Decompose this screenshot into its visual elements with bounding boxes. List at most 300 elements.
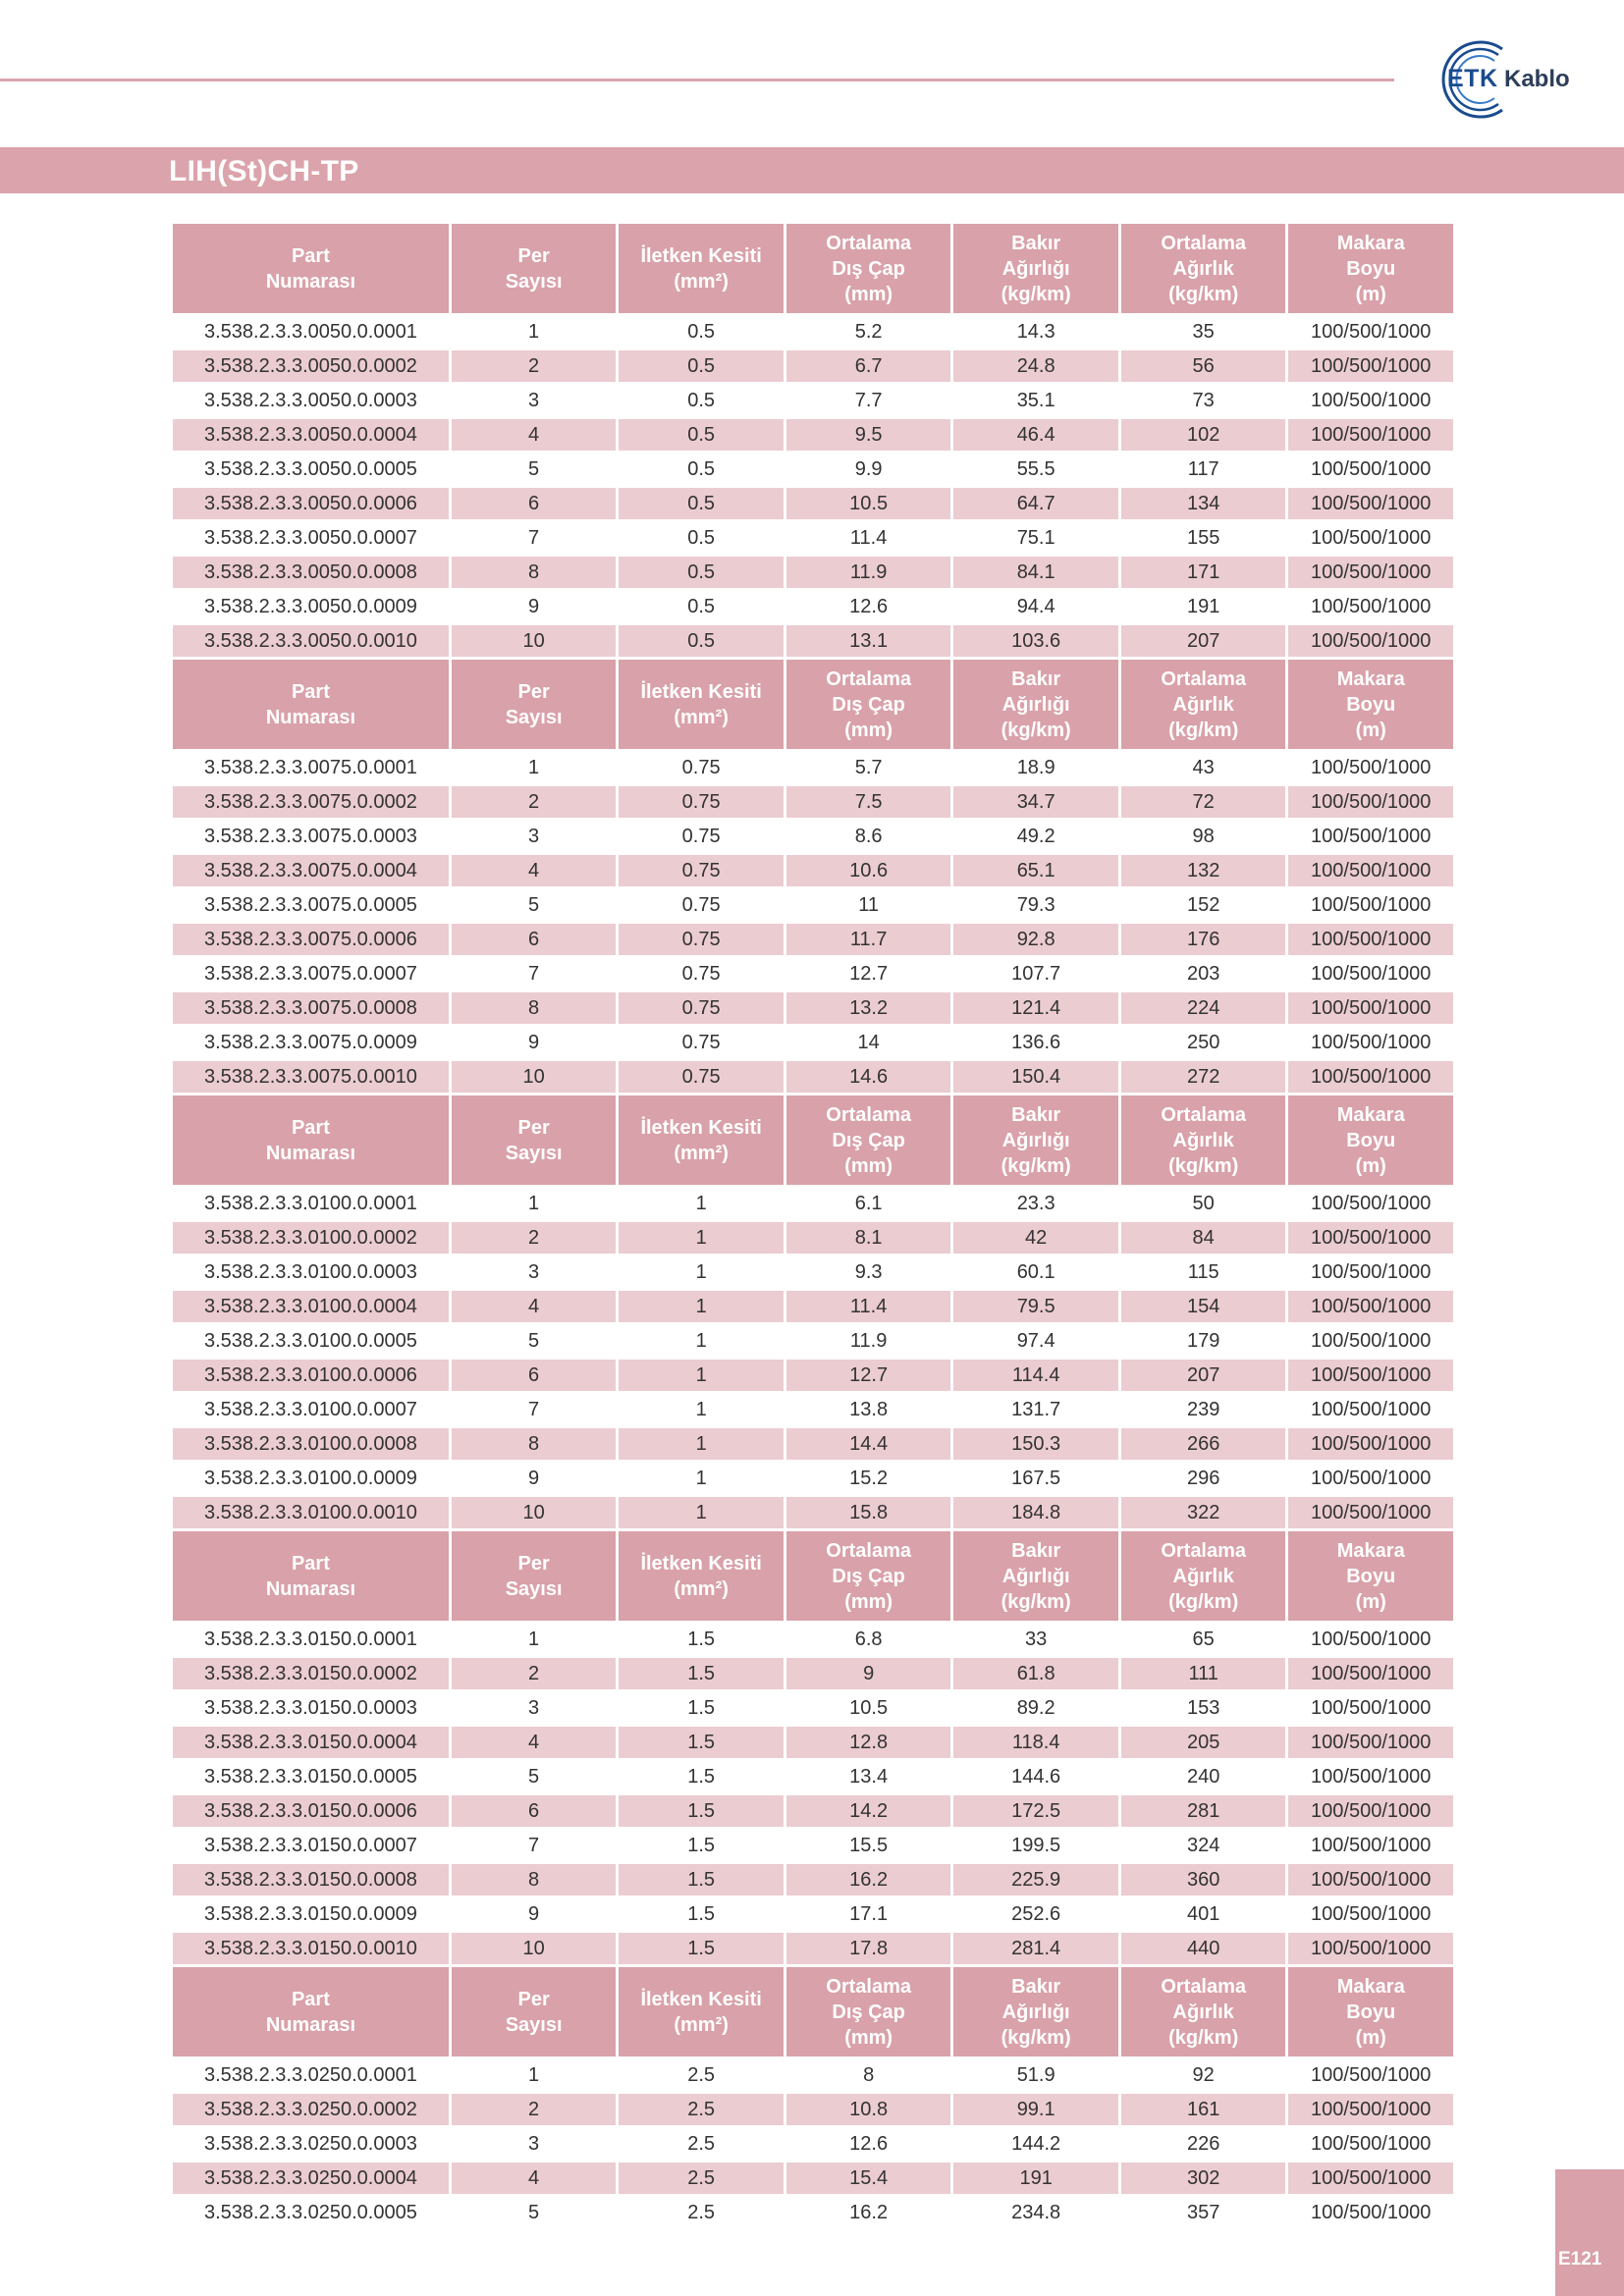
cell-copper-weight: 64.7 [953,488,1118,519]
header-line: (kg/km) [1168,719,1239,741]
cell-conductor-section: 1.5 [619,1624,784,1655]
header-line: Makara [1336,667,1405,690]
cell-part-number: 3.538.2.3.3.0100.0.0008 [173,1428,449,1460]
header-conductor-section [619,1967,784,2056]
header-line: Numarası [265,1577,355,1600]
cell-outer-diameter: 9.3 [786,1256,951,1288]
cell-copper-weight: 65.1 [953,855,1118,886]
table-row [173,821,1453,852]
cell-outer-diameter: 11.4 [786,522,951,554]
table-row [173,1360,1453,1391]
cell-average-weight: 191 [1121,591,1286,622]
cell-pair-count: 1 [452,1624,617,1655]
cell-part-number: 3.538.2.3.3.0250.0.0005 [173,2197,449,2228]
cell-copper-weight: 167.5 [953,1463,1118,1494]
cell-average-weight: 132 [1121,855,1286,886]
cell-reel-length: 100/500/1000 [1288,591,1453,622]
cell-pair-count: 8 [452,1428,617,1460]
cell-copper-weight: 199.5 [953,1830,1118,1861]
header-copper-weight [953,1095,1118,1185]
cell-average-weight: 72 [1121,786,1286,818]
header-line: Per [517,1988,550,2010]
header-line: Dış Çap [832,1565,905,1587]
table-row [173,1692,1453,1724]
spec-table-body [173,224,1453,2228]
header-line: Dış Çap [832,2001,905,2023]
page-title: LIH(St)CH-TP [169,155,359,187]
cell-outer-diameter: 16.2 [786,1864,951,1896]
cell-copper-weight: 46.4 [953,419,1118,451]
cell-pair-count: 1 [452,2059,617,2091]
cell-conductor-section: 0.75 [619,1027,784,1058]
cell-copper-weight: 61.8 [953,1658,1118,1689]
cell-average-weight: 203 [1121,958,1286,989]
cell-outer-diameter: 12.7 [786,1360,951,1391]
cell-reel-length: 100/500/1000 [1288,2163,1453,2194]
cell-outer-diameter: 9 [786,1658,951,1689]
cell-conductor-section: 1 [619,1222,784,1254]
cell-reel-length: 100/500/1000 [1288,2059,1453,2091]
header-line: Boyu [1346,1565,1396,1587]
header-line: Ağırlığı [1001,2001,1070,2023]
header-line: (mm²) [674,1577,729,1600]
cell-copper-weight: 234.8 [953,2197,1118,2228]
cell-reel-length: 100/500/1000 [1288,522,1453,554]
header-line: (kg/km) [1168,1590,1239,1613]
cell-outer-diameter: 11.7 [786,924,951,955]
cell-part-number: 3.538.2.3.3.0050.0.0010 [173,625,449,657]
table-row [173,2094,1453,2125]
cell-conductor-section: 2.5 [619,2128,784,2160]
cell-pair-count: 10 [452,1497,617,1528]
header-line: Sayısı [505,2013,563,2036]
table-row [173,625,1453,657]
cell-conductor-section: 0.5 [619,488,784,519]
cell-outer-diameter: 9.5 [786,419,951,451]
cell-part-number: 3.538.2.3.3.0100.0.0006 [173,1360,449,1391]
header-conductor-section [619,224,784,313]
table-row [173,2059,1453,2091]
cell-pair-count: 9 [452,1027,617,1058]
cell-outer-diameter: 14.4 [786,1428,951,1460]
cell-part-number: 3.538.2.3.3.0150.0.0004 [173,1727,449,1758]
cell-reel-length: 100/500/1000 [1288,2197,1453,2228]
header-line: Part [291,1116,330,1139]
header-average-weight [1121,660,1286,749]
cell-average-weight: 322 [1121,1497,1286,1528]
cell-average-weight: 226 [1121,2128,1286,2160]
header-outer-diameter [786,1967,951,2056]
cell-outer-diameter: 11.9 [786,557,951,588]
table-row [173,1933,1453,1964]
cell-average-weight: 205 [1121,1727,1286,1758]
cell-part-number: 3.538.2.3.3.0075.0.0004 [173,855,449,886]
cell-reel-length: 100/500/1000 [1288,2094,1453,2125]
cell-conductor-section: 1 [619,1256,784,1288]
cell-reel-length: 100/500/1000 [1288,1027,1453,1058]
table-row [173,752,1453,783]
header-line: (mm) [844,719,893,741]
cell-pair-count: 7 [452,958,617,989]
cell-copper-weight: 114.4 [953,1360,1118,1391]
header-line: Bakır [1011,232,1061,254]
cell-conductor-section: 0.5 [619,591,784,622]
cell-reel-length: 100/500/1000 [1288,1933,1453,1964]
cell-average-weight: 239 [1121,1394,1286,1425]
cell-conductor-section: 0.5 [619,454,784,485]
header-line: Ortalama [826,1103,911,1126]
cell-conductor-section: 1 [619,1188,784,1219]
cell-part-number: 3.538.2.3.3.0150.0.0001 [173,1624,449,1655]
cell-reel-length: 100/500/1000 [1288,1692,1453,1724]
cell-pair-count: 5 [452,1761,617,1792]
header-line: (kg/km) [1001,283,1071,305]
cell-outer-diameter: 6.7 [786,350,951,382]
cell-outer-diameter: 9.9 [786,454,951,485]
cell-reel-length: 100/500/1000 [1288,1624,1453,1655]
header-line: Dış Çap [832,1129,905,1151]
cell-average-weight: 357 [1121,2197,1286,2228]
table-row [173,454,1453,485]
header-outer-diameter [786,1095,951,1185]
header-line: Ağırlık [1172,693,1234,716]
cell-reel-length: 100/500/1000 [1288,1761,1453,1792]
cell-copper-weight: 144.2 [953,2128,1118,2160]
header-line: Part [291,1988,330,2010]
cell-part-number: 3.538.2.3.3.0075.0.0007 [173,958,449,989]
cell-outer-diameter: 10.6 [786,855,951,886]
header-copper-weight [953,1967,1118,2056]
header-pair-count [452,660,617,749]
table-row [173,1658,1453,1689]
header-line: Makara [1336,1975,1405,1998]
cell-copper-weight: 184.8 [953,1497,1118,1528]
cell-conductor-section: 2.5 [619,2163,784,2194]
cell-pair-count: 3 [452,1692,617,1724]
cell-reel-length: 100/500/1000 [1288,889,1453,921]
cell-reel-length: 100/500/1000 [1288,1394,1453,1425]
header-line: (mm) [844,1590,893,1613]
header-line: Bakır [1011,1539,1061,1562]
table-row [173,316,1453,347]
cell-outer-diameter: 5.2 [786,316,951,347]
table-row [173,1027,1453,1058]
header-copper-weight [953,224,1118,313]
cell-outer-diameter: 17.8 [786,1933,951,1964]
header-line: (kg/km) [1001,2026,1071,2049]
cell-conductor-section: 1.5 [619,1761,784,1792]
cell-conductor-section: 1 [619,1360,784,1391]
cell-part-number: 3.538.2.3.3.0150.0.0006 [173,1795,449,1827]
cell-copper-weight: 92.8 [953,924,1118,955]
table-row [173,1727,1453,1758]
header-line: Sayısı [505,270,563,293]
cell-reel-length: 100/500/1000 [1288,1658,1453,1689]
cell-part-number: 3.538.2.3.3.0075.0.0006 [173,924,449,955]
cell-pair-count: 1 [452,1188,617,1219]
table-row [173,1394,1453,1425]
cell-copper-weight: 79.5 [953,1291,1118,1322]
cell-copper-weight: 55.5 [953,454,1118,485]
cell-pair-count: 7 [452,1830,617,1861]
cell-pair-count: 3 [452,1256,617,1288]
cell-conductor-section: 1 [619,1291,784,1322]
cell-average-weight: 98 [1121,821,1286,852]
header-line: Bakır [1011,667,1061,690]
cell-pair-count: 2 [452,350,617,382]
cell-pair-count: 6 [452,924,617,955]
cell-conductor-section: 0.75 [619,1061,784,1093]
cell-average-weight: 250 [1121,1027,1286,1058]
header-conductor-section [619,660,784,749]
header-line: Per [517,1552,550,1575]
table-row [173,1061,1453,1093]
header-outer-diameter [786,224,951,313]
cell-average-weight: 65 [1121,1624,1286,1655]
header-line: Ortalama [826,1539,911,1562]
cell-part-number: 3.538.2.3.3.0075.0.0002 [173,786,449,818]
cell-part-number: 3.538.2.3.3.0150.0.0005 [173,1761,449,1792]
header-conductor-section [619,1531,784,1621]
header-line: İletken Kesiti [640,244,762,267]
header-line: Numarası [265,2013,355,2036]
cell-part-number: 3.538.2.3.3.0150.0.0009 [173,1898,449,1930]
header-line: (mm²) [674,2013,729,2036]
cell-outer-diameter: 5.7 [786,752,951,783]
cell-pair-count: 9 [452,591,617,622]
cell-pair-count: 7 [452,1394,617,1425]
cell-part-number: 3.538.2.3.3.0075.0.0008 [173,992,449,1024]
header-line: (mm²) [674,706,729,728]
etk-kablo-logo [1420,35,1577,124]
cell-average-weight: 324 [1121,1830,1286,1861]
cell-pair-count: 10 [452,625,617,657]
cell-conductor-section: 1.5 [619,1864,784,1896]
cell-conductor-section: 0.75 [619,924,784,955]
cell-pair-count: 2 [452,1658,617,1689]
cell-outer-diameter: 15.8 [786,1497,951,1528]
table-row [173,1463,1453,1494]
header-line: Boyu [1346,693,1396,716]
cell-average-weight: 84 [1121,1222,1286,1254]
cell-conductor-section: 1 [619,1463,784,1494]
table-row [173,855,1453,886]
cell-copper-weight: 42 [953,1222,1118,1254]
cell-part-number: 3.538.2.3.3.0100.0.0002 [173,1222,449,1254]
header-line: Ağırlık [1172,2001,1234,2023]
cell-outer-diameter: 7.7 [786,385,951,416]
header-line: Ağırlığı [1001,1129,1070,1151]
header-reel-length [1288,660,1453,749]
cell-outer-diameter: 12.6 [786,591,951,622]
header-copper-weight [953,660,1118,749]
cell-copper-weight: 14.3 [953,316,1118,347]
cell-pair-count: 3 [452,821,617,852]
cell-outer-diameter: 12.7 [786,958,951,989]
cell-average-weight: 179 [1121,1325,1286,1357]
table-row [173,1291,1453,1322]
cell-reel-length: 100/500/1000 [1288,1497,1453,1528]
cell-reel-length: 100/500/1000 [1288,958,1453,989]
cell-reel-length: 100/500/1000 [1288,2128,1453,2160]
cell-copper-weight: 172.5 [953,1795,1118,1827]
cell-reel-length: 100/500/1000 [1288,821,1453,852]
cell-reel-length: 100/500/1000 [1288,1222,1453,1254]
cell-conductor-section: 1.5 [619,1933,784,1964]
header-line: (kg/km) [1168,283,1239,305]
cell-pair-count: 4 [452,1727,617,1758]
header-line: Sayısı [505,706,563,728]
table-row [173,2197,1453,2228]
table-row [173,889,1453,921]
cell-outer-diameter: 7.5 [786,786,951,818]
cell-part-number: 3.538.2.3.3.0075.0.0009 [173,1027,449,1058]
cell-copper-weight: 94.4 [953,591,1118,622]
header-pair-count [452,1095,617,1185]
cell-reel-length: 100/500/1000 [1288,855,1453,886]
header-line: Part [291,244,330,267]
cell-conductor-section: 0.5 [619,350,784,382]
header-line: Ortalama [1161,1539,1247,1562]
cell-part-number: 3.538.2.3.3.0150.0.0010 [173,1933,449,1964]
cell-average-weight: 224 [1121,992,1286,1024]
cell-average-weight: 240 [1121,1761,1286,1792]
cell-conductor-section: 1 [619,1394,784,1425]
cell-conductor-section: 0.75 [619,786,784,818]
table-row [173,786,1453,818]
cell-average-weight: 111 [1121,1658,1286,1689]
cell-copper-weight: 34.7 [953,786,1118,818]
cell-outer-diameter: 8 [786,2059,951,2091]
header-line: Boyu [1346,257,1396,280]
table-row [173,1898,1453,1930]
header-reel-length [1288,1095,1453,1185]
cell-reel-length: 100/500/1000 [1288,1188,1453,1219]
cell-average-weight: 401 [1121,1898,1286,1930]
cell-copper-weight: 121.4 [953,992,1118,1024]
cell-outer-diameter: 12.6 [786,2128,951,2160]
header-part-number [173,1095,449,1185]
cell-conductor-section: 1 [619,1428,784,1460]
header-rule [0,79,1394,81]
cell-part-number: 3.538.2.3.3.0050.0.0005 [173,454,449,485]
cell-outer-diameter: 13.4 [786,1761,951,1792]
cell-average-weight: 296 [1121,1463,1286,1494]
cell-conductor-section: 0.75 [619,821,784,852]
cell-average-weight: 117 [1121,454,1286,485]
cell-average-weight: 440 [1121,1933,1286,1964]
cell-copper-weight: 49.2 [953,821,1118,852]
cell-pair-count: 2 [452,786,617,818]
cell-outer-diameter: 8.6 [786,821,951,852]
cell-conductor-section: 0.75 [619,855,784,886]
cell-part-number: 3.538.2.3.3.0075.0.0001 [173,752,449,783]
cell-reel-length: 100/500/1000 [1288,1830,1453,1861]
table-row [173,1428,1453,1460]
table-row [173,992,1453,1024]
cell-average-weight: 134 [1121,488,1286,519]
cell-copper-weight: 131.7 [953,1394,1118,1425]
header-part-number [173,1967,449,2056]
cell-average-weight: 272 [1121,1061,1286,1093]
table-row [173,1188,1453,1219]
cell-part-number: 3.538.2.3.3.0050.0.0007 [173,522,449,554]
cell-copper-weight: 225.9 [953,1864,1118,1896]
logo-etk-text: ETK [1447,65,1498,92]
cell-reel-length: 100/500/1000 [1288,1256,1453,1288]
cell-reel-length: 100/500/1000 [1288,1795,1453,1827]
header-line: (mm²) [674,270,729,293]
cell-part-number: 3.538.2.3.3.0075.0.0003 [173,821,449,852]
header-line: (mm²) [674,1142,729,1164]
table-row [173,958,1453,989]
header-line: (kg/km) [1001,719,1071,741]
cell-part-number: 3.538.2.3.3.0050.0.0003 [173,385,449,416]
table-row [173,557,1453,588]
table-row [173,1497,1453,1528]
cell-average-weight: 266 [1121,1428,1286,1460]
header-line: İletken Kesiti [640,680,762,703]
cell-pair-count: 4 [452,419,617,451]
cell-outer-diameter: 11.9 [786,1325,951,1357]
cell-conductor-section: 2.5 [619,2094,784,2125]
cell-part-number: 3.538.2.3.3.0050.0.0001 [173,316,449,347]
cell-part-number: 3.538.2.3.3.0100.0.0003 [173,1256,449,1288]
cell-average-weight: 171 [1121,557,1286,588]
header-average-weight [1121,1531,1286,1621]
cell-copper-weight: 84.1 [953,557,1118,588]
header-line: Bakır [1011,1975,1061,1998]
header-line: Ortalama [826,232,911,254]
cell-outer-diameter: 10.5 [786,488,951,519]
cell-outer-diameter: 13.2 [786,992,951,1024]
table-row [173,1624,1453,1655]
cell-conductor-section: 0.5 [619,419,784,451]
cell-average-weight: 161 [1121,2094,1286,2125]
table-row [173,1761,1453,1792]
table-row [173,350,1453,382]
cell-outer-diameter: 8.1 [786,1222,951,1254]
cell-conductor-section: 0.5 [619,522,784,554]
cell-outer-diameter: 12.8 [786,1727,951,1758]
cell-average-weight: 154 [1121,1291,1286,1322]
cell-outer-diameter: 6.1 [786,1188,951,1219]
cell-outer-diameter: 11 [786,889,951,921]
header-outer-diameter [786,660,951,749]
cell-part-number: 3.538.2.3.3.0250.0.0004 [173,2163,449,2194]
cell-conductor-section: 0.75 [619,752,784,783]
header-line: Ortalama [826,667,911,690]
cell-average-weight: 302 [1121,2163,1286,2194]
header-outer-diameter [786,1531,951,1621]
cell-conductor-section: 0.75 [619,958,784,989]
cell-outer-diameter: 14.2 [786,1795,951,1827]
header-line: Part [291,680,330,703]
cell-part-number: 3.538.2.3.3.0100.0.0010 [173,1497,449,1528]
header-line: Ortalama [1161,667,1247,690]
cell-copper-weight: 79.3 [953,889,1118,921]
cell-conductor-section: 0.5 [619,316,784,347]
cell-part-number: 3.538.2.3.3.0050.0.0009 [173,591,449,622]
table-row [173,1795,1453,1827]
cell-average-weight: 155 [1121,522,1286,554]
header-line: İletken Kesiti [640,1552,762,1575]
header-line: Per [517,244,550,267]
cell-outer-diameter: 10.5 [786,1692,951,1724]
cell-copper-weight: 144.6 [953,1761,1118,1792]
table-row [173,1256,1453,1288]
cell-outer-diameter: 14 [786,1027,951,1058]
